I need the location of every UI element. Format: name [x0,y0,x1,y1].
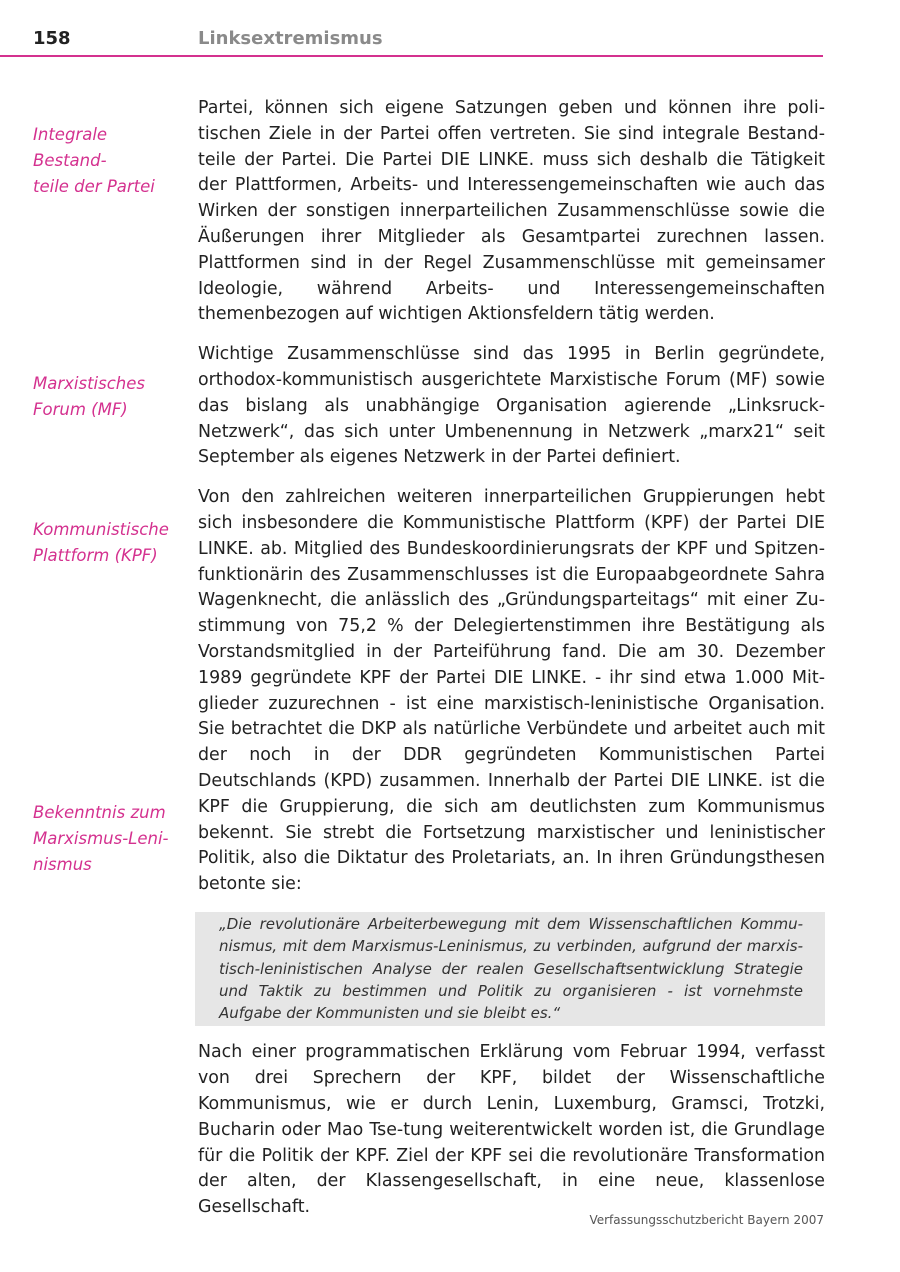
margin-note-integrale [33,122,183,199]
margin-note-line: Integrale Bestand- teile der Partei [33,125,155,196]
margin-note-line: Kommunistische Plattform (KPF) [33,520,169,565]
paragraph: Wichtige Zusammenschlüsse sind das 1995 in Berlin gegründete, orthodox-kommunistisch ausgerichtete Marxistische Forum (MF) sowie das bislang als unabhängige Organisation agierende „Linksruck-Netzwerk“, das sich unter Umbenennung in Netzwerk „marx21“ seit September als eigenes Netzwerk in der Partei definiert. [198,344,825,468]
margin-note-line: Bekenntnis zum Marxismus-Leni- nismus [33,803,169,874]
header-rule [0,55,823,57]
main-text [198,96,825,1235]
margin-note-mf [33,371,183,423]
paragraph: Von den zahlreichen weiteren innerparteilichen Gruppierungen hebt sich insbesondere die Kommunistische Plattform (KPF) der Partei DIE LINKE. ab. Mitglied des Bundeskoordinierungsrats der KPF und Spitzenfunktionärin des Zusammenschlusses ist die Europaabgeordnete Sahra Wagenknecht, die anlässlich des „Gründungsparteitags“ mit einer Zustimmung von 75,2 % der Delegiertenstimmen ihre Bestätigung als Vorstandsmitglied in der Parteiführung fand. Die am 30. Dezember 1989 gegründete KPF der Partei DIE LINKE. - ihr sind etwa 1.000 Mitglieder zuzurechnen - ist eine marxistisch-leninistische Organisation. Sie betrachtet die DKP als natürliche Verbündete und arbeitet auch mit der noch in der DDR gegründeten Kommunistischen Partei Deutschlands (KPD) zusammen. Innerhalb der Partei DIE LINKE. ist die KPF die Gruppierung, die sich am deutlichsten zum Kommunismus bekennt. Sie strebt die Fortsetzung marxistischer und leninistischer Politik, also die Diktatur des Proletariats, an. In ihren Gründungsthesen betonte sie: [198,487,825,895]
paragraph: Partei, können sich eigene Satzungen geben und können ihre politischen Ziele in der Partei offen vertreten. Sie sind integrale Bestandteile der Partei. Die Partei DIE LINKE. muss sich deshalb die Tätigkeit der Plattformen, Arbeits- und Interessengemeinschaften wie auch das Wirken der sonstigen innerparteilichen Zusammenschlüsse sowie die Äußerungen ihrer Mitglieder als Gesamtpartei zurechnen lassen. Plattformen sind in der Regel Zusammenschlüsse mit gemeinsamer Ideologie, während Arbeits- und Interessengemeinschaften themenbezogen auf wichtigen Aktionsfeldern tätig werden. [198,98,825,325]
margin-note-kpf [33,517,183,569]
page-number: 158 [33,28,71,49]
margin-note-bekenntnis [33,800,183,877]
quote-box [195,912,825,1026]
quote-text: „Die revolutionäre Arbeiterbewegung mit dem Wissenschaftlichen Kommunismus, mit dem Marxismus-Leninismus, zu verbinden, aufgrund der marxistisch-leninistischen Analyse der realen Gesellschaftsentwicklung Strategie und Taktik zu bestimmen und Politik zu organisieren - ist vornehmste Aufgabe der Kommunisten und sie bleibt es.“ [219,914,803,1023]
paragraph: Nach einer programmatischen Erklärung vom Februar 1994, verfasst von drei Sprechern der KPF, bildet der Wissenschaftliche Kommunismus, wie er durch Lenin, Luxemburg, Gramsci, Trotzki, Bucharin oder Mao Tse-tung weiterentwickelt worden ist, die Grundlage für die Politik der KPF. Ziel der KPF sei die revolutionäre Transformation der alten, der Klassengesellschaft, in eine neue, klassenlose Gesellschaft. [198,1042,825,1218]
section-title: Linksextremismus [198,28,383,49]
footer: Verfassungsschutzbericht Bayern 2007 [589,1213,824,1227]
margin-note-line: Marxistisches Forum (MF) [33,374,146,419]
